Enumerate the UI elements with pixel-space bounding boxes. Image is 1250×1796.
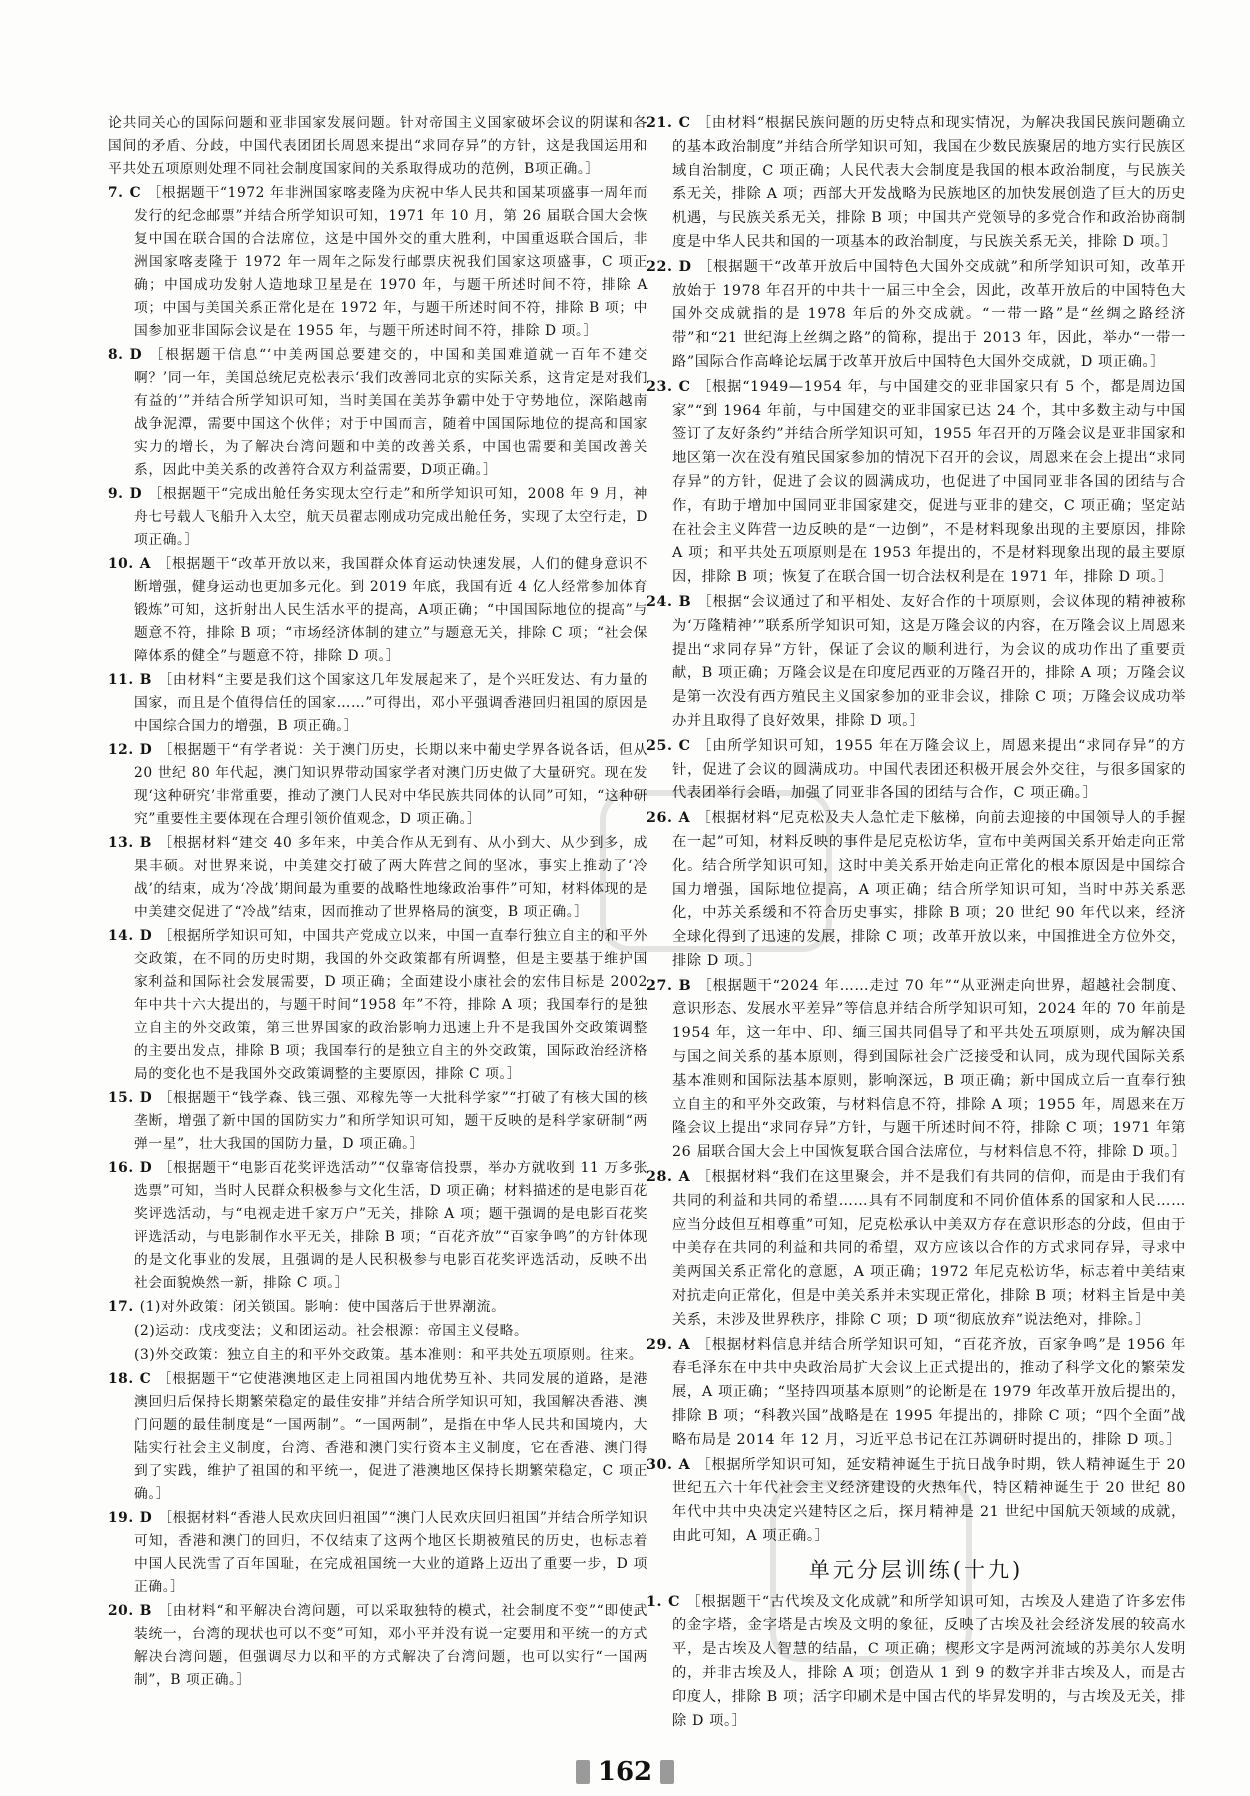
answer-letter: A — [678, 1336, 691, 1353]
answer-item — [646, 1454, 1186, 1549]
explanation-text: ［根据题干“1972 年非洲国家喀麦隆为庆祝中华人民共和国某项盛事一周年而发行的纪念邮票”并结合所学知识可知，1971 年 10 月，第 26 届联合国大会恢复中国在联合国的合法席位，这是中国外交的重大胜利，中国重返联合国后，非洲国家喀麦隆于 1972 年一周年之际发行邮票庆祝我们国家这项盛事，C 项正确；中国成功发射人造地球卫星是在 1970 年，与题干所述时间不符，排除 A 项；中国与美国关系正常化是在 1972 年，与题干所述时间不符，排除 B 项；中国参加亚非国际会议是在 1955 年，与题干所述时间不符，排除 D 项。］ — [134, 185, 648, 339]
right-bar-ornament — [660, 1760, 674, 1784]
explanation-text: ［根据题干“古代埃及文化成就”和所学知识可知，古埃及人建造了许多宏伟的金字塔，金字塔是古埃及文明的象征，反映了古埃及社会经济发展的较高水平，是古埃及人智慧的结晶，C 项正确；楔形文字是两河流域的苏美尔人发明的，并非古埃及人，排除 A 项；创造从 1 到 9 的数字并非古埃及人，而是古印度人，排除 B 项；活字印刷术是中国古代的毕昇发明的，与古埃及无关，排除 D 项。］ — [672, 1593, 1186, 1729]
question-number: 1. — [646, 1593, 663, 1610]
explanation-text: ［根据材料“我们在这里聚会，并不是我们有共同的信仰，而是由于我们有共同的利益和共同的希望……具有不同制度和不同价值体系的国家和人民……应当分歧但互相尊重”可知，尼克松承认中美双方存在意识形态的分歧，但由于中美存在共同的利益和共同的希望，双方应该以合作的方式求同存异，寻求中美两国关系正常化的意愿，A 项正确；1972 年尼克松访华，标志着中美结束对抗走向正常化，但是中美关系并未实现正常化，排除 B 项；材料主旨是中美关系，未涉及世界秩序，排除 C 项；D 项“彻底放弃”说法绝对，排除。］ — [672, 1169, 1186, 1328]
question-number: 29. — [646, 1336, 673, 1353]
explanation-text: ［根据题干“电影百花奖评选活动”“仅靠寄信投票，举办方就收到 11 万多张选票”可知，当时人民群众积极参与文化生活，D 项正确；材料描述的是电影百花奖评选活动，与“电视走进千家万户”无关，排除 A 项；题干强调的是电影百花奖评选活动，与电影制作水平无关，排除 B 项；“百花齐放”“百家争鸣”的方针体现的是文化事业的发展，且强调的是人民积极参与电影百花奖评选活动，反映不出社会面貌焕然一新，排除 C 项。］ — [134, 1160, 648, 1291]
answer-item — [108, 344, 648, 482]
answer-item — [108, 483, 648, 552]
question-number: 28. — [646, 1169, 673, 1186]
answer-item — [108, 1087, 648, 1156]
left-column — [108, 112, 648, 1693]
answer-subitem — [108, 1320, 648, 1343]
explanation-text: ［根据“会议通过了和平相处、友好合作的十项原则，会议体现的精神被称为‘万隆精神’”联系所学知识可知，这是万隆会议的内容，在万隆会议上周恩来提出“求同存异”方针，保证了会议的顺利进行，为会议的成功作出了重要贡献，B 项正确；万隆会议是在印度尼西亚的万隆召开的，排除 A 项；万隆会议是第一次没有西方殖民主义国家参加的亚非会议，排除 C 项；万隆会议成功举办并且取得了良好效果，排除 D 项。］ — [672, 593, 1186, 729]
question-number: 7. — [108, 185, 124, 201]
answer-letter: A — [139, 556, 152, 572]
answer-item — [108, 832, 648, 924]
question-number: 10. — [108, 556, 134, 572]
explanation-text: (1)对外政策：闭关锁国。影响：使中国落后于世界潮流。 — [139, 1299, 506, 1315]
answer-letter: B — [139, 835, 152, 851]
answer-item — [646, 1591, 1186, 1734]
answer-item — [108, 1368, 648, 1506]
page-footer — [550, 1756, 700, 1788]
explanation-text: ［由材料“和平解决台湾问题，可以采取独特的模式，社会制度不变”“即使武装统一，台湾的现状也可以不变”可知，邓小平并没有说一定要用和平统一的方式解决台湾问题，但强调尽力以和平的方式解决了台湾问题，也可以实行“一国两制”，B 项正确。］ — [134, 1603, 648, 1688]
explanation-text: ［根据题干“有学者说：关于澳门历史，长期以来中葡史学界各说各话，但从 20 世纪 80 年代起，澳门知识界带动国家学者对澳门历史做了大量研究。现在发现‘这种研究’非常重要，推动了澳门人民对中华民族共同体的认同”可知，“这种研究”重要性主要体现在合理引领价值观念，D 项正确。］ — [134, 742, 648, 827]
explanation-text: (2)运动：戊戌变法；义和团运动。社会根源：帝国主义侵略。 — [134, 1323, 529, 1339]
answer-letter: B — [139, 1603, 152, 1619]
left-bar-ornament — [576, 1760, 590, 1784]
question-number: 21. — [646, 115, 673, 131]
answer-letter: C — [668, 1593, 681, 1610]
question-number: 16. — [108, 1160, 134, 1176]
question-number: 15. — [108, 1090, 134, 1106]
page-number: 162 — [597, 1757, 653, 1787]
answer-item — [108, 669, 648, 738]
explanation-text: ［根据所学知识可知，延安精神诞生于抗日战争时期，铁人精神诞生于 20 世纪五六十年代社会主义经济建设的火热年代，特区精神诞生于 20 世纪 80 年代中共中央决定兴建特区之后，探月精神是 21 世纪中国航天领域的成就，由此可知，A 项正确。］ — [672, 1456, 1186, 1545]
question-number: 23. — [646, 378, 673, 395]
explanation-text: ［根据“1949—1954 年，与中国建交的亚非国家只有 5 个，都是周边国家”“到 1964 年前，与中国建交的亚非国家已达 24 个，其中多数主动与中国签订了友好条约”并结合所学知识可知，1955 年召开的万隆会议是亚非国家和地区第一次在没有殖民国家参加的情况下召开的会议，周恩来在会上提出“求同存异”的方针，促进了会议的圆满成功，也促进了中国同亚非各国的团结与合作，有助于增加中国同亚非国家建交，促进与亚非的建交，C 项正确；坚定站在社会主义阵营一边反映的是“一边倒”，不是材料现象出现的主要原因，排除 A 项；和平共处五项原则是在 1953 年提出的，不是材料现象出现的最主要原因，排除 B 项；恢复了在联合国一切合法权利是在 1971 年，排除 D 项。］ — [672, 378, 1186, 586]
answer-letter: D — [139, 1160, 153, 1176]
explanation-text: 论共同关心的国际问题和亚非国家发展问题。针对帝国主义国家破坏会议的阴谋和各国间的矛盾、分歧，中国代表团团长周恩来提出“求同存异”的方针，这是我国运用和平共处五项原则处理不同社会制度国家间的关系取得成功的范例，B项正确。］ — [108, 115, 648, 177]
answer-letter: A — [678, 810, 691, 827]
question-number: 22. — [646, 258, 673, 275]
answer-item — [108, 1600, 648, 1692]
question-number: 26. — [646, 810, 673, 827]
answer-item — [646, 376, 1186, 590]
answer-letter: A — [678, 1456, 691, 1473]
question-number: 20. — [108, 1603, 134, 1619]
answer-item — [646, 735, 1186, 806]
answer-letter: D — [139, 742, 153, 758]
answer-item — [108, 182, 648, 343]
answer-item — [646, 1166, 1186, 1333]
answer-item — [108, 1507, 648, 1599]
question-number: 18. — [108, 1371, 134, 1387]
answer-letter: D — [678, 258, 692, 275]
section-title: 单元分层训练(十九) — [808, 1557, 1024, 1582]
explanation-text: ［根据题干“钱学森、钱三强、邓稼先等一大批科学家”“打破了有核大国的核垄断，增强了新中国的国防实力”和所学知识可知，题干反映的是科学家研制“两弹一星”，壮大我国的国防力量，D 项正确。］ — [134, 1090, 648, 1152]
answer-item — [646, 591, 1186, 734]
explanation-text: ［根据题干“它使港澳地区走上同祖国内地优势互补、共同发展的道路，是港澳回归后保持长期繁荣稳定的最佳安排”并结合所学知识可知，我国解决香港、澳门问题的最佳制度是“一国两制”。“一国两制”，是指在中华人民共和国境内，大陆实行社会主义制度，台湾、香港和澳门实行资本主义制度，它在香港、澳门得到了实践，维护了祖国的和平统一，促进了港澳地区保持长期繁荣稳定，C 项正确。］ — [134, 1371, 648, 1502]
answer-letter: D — [139, 1090, 153, 1106]
answer-letter: D — [139, 1510, 153, 1526]
question-number: 19. — [108, 1510, 134, 1526]
answer-letter: B — [139, 672, 152, 688]
answer-letter: A — [678, 1169, 691, 1186]
explanation-text: ［根据题干信息“‘中美两国总要建交的，中国和美国难道就一百年不建交啊？’同一年，美国总统尼克松表示‘我们改善同北京的实际关系，这肯定是对我们有益的’”并结合所学知识可知，当时美国在美苏争霸中处于守势地位，深陷越南战争泥潭，需要中国这个伙伴；对于中国而言，随着中国国际地位的提高和国家实力的增长，为了解决台湾问题和中美的改善关系，中国也需要和美国改善关系，因此中美关系的改善符合双方利益需要，D项正确。］ — [134, 347, 648, 478]
answer-letter: C — [129, 185, 142, 201]
answer-item — [646, 1334, 1186, 1453]
answer-letter: B — [678, 977, 692, 994]
question-number: 8. — [108, 347, 124, 363]
question-number: 24. — [646, 593, 673, 610]
explanation-text: ［根据材料信息并结合所学知识可知，“百花齐放，百家争鸣”是 1956 年春毛泽东在中共中央政治局扩大会议上正式提出的，推动了科学文化的繁荣发展，A 项正确；“坚持四项基本原则”的论断是在 1979 年改革开放后提出的，排除 B 项；“科教兴国”战略是在 1995 年提出的，排除 C 项；“四个全面”战略布局是 2014 年 12 月，习近平总书记在江苏调研时提出的，排除 D 项。］ — [672, 1336, 1186, 1448]
answer-item — [108, 553, 648, 668]
explanation-text: ［根据材料“建交 40 多年来，中美合作从无到有、从小到大、从少到多，成果丰硕。对世界来说，中美建交打破了两大阵营之间的坚冰，事实上推动了‘冷战’的结束，成为‘冷战’期间最为重要的战略性地缘政治事件”可知，材料体现的是中美建交促进了“冷战”结束，因而推动了世界格局的演变，B 项正确。］ — [134, 835, 648, 920]
explanation-text: ［由材料“主要是我们这个国家这几年发展起来了，是个兴旺发达、有力量的国家，而且是个值得信任的国家……”可得出，邓小平强调香港回归祖国的原因是中国综合国力的增强，B 项正确。］ — [134, 672, 648, 734]
answer-item — [646, 112, 1186, 255]
explanation-text: ［根据材料“尼克松及夫人急忙走下舷梯，向前去迎接的中国领导人的手握在一起”可知，材料反映的事件是尼克松访华，宣布中美两国关系开始走向正常化。结合所学知识可知，这时中美关系开始走向正常化的根本原因是中国综合国力增强，国际地位提高，A 项正确；结合所学知识可知，当时中苏关系恶化，中苏关系缓和不符合历史事实，排除 B 项；20 世纪 90 年代以来，经济全球化得到了迅速的发展，排除 C 项；改革开放以来，中国推进全方位外交，排除 D 项。］ — [672, 810, 1186, 969]
question-number: 17. — [108, 1299, 134, 1315]
explanation-text: ［根据所学知识可知，中国共产党成立以来，中国一直奉行独立自主的和平外交政策，在不同的历史时期，我国的外交政策都有所调整，但是主要基于维护国家利益和国际社会发展需要，D 项正确；全面建设小康社会的宏伟目标是 2002 年中共十六大提出的，与题干时间“1958 年”不符，排除 A 项；我国奉行的是独立自主的外交政策，第三世界国家的政治影响力迅速上升不是我国外交政策调整的主要出发点，排除 B 项；我国奉行的是独立自主的外交政策，国际政治经济格局的变化也不是我国外交政策调整的主要原因，排除 C 项。］ — [134, 928, 648, 1082]
answer-letter: B — [678, 593, 692, 610]
explanation-text: ［由所学知识可知，1955 年在万隆会议上，周恩来提出“求同存异”的方针，促进了会议的圆满成功。中国代表团还积极开展会外交往，与很多国家的代表团举行会晤，加强了同亚非各国的团结与合作，C 项正确。］ — [672, 737, 1186, 802]
explanation-text: ［根据题干“完成出舱任务实现太空行走”和所学知识可知，2008 年 9 月，神舟七号载人飞船升入太空，航天员翟志刚成功完成出舱任务，实现了太空行走，D项正确。］ — [134, 486, 648, 548]
explanation-text: ［由材料“根据民族问题的历史特点和现实情况，为解决我国民族问题确立的基本政治制度”并结合所学知识可知，我国在少数民族聚居的地方实行民族区域自治制度，C 项正确；人民代表大会制度是我国的根本政治制度，与民族关系无关，排除 A 项；西部大开发战略为民族地区的加快发展创造了巨大的历史机遇，与民族关系无关，排除 B 项；中国共产党领导的多党合作和政治协商制度是中华人民共和国的一项基本的政治制度，与民族关系无关，排除 D 项。］ — [672, 115, 1186, 250]
answer-item — [646, 975, 1186, 1165]
explanation-text: ［根据题干“改革开放以来，我国群众体育运动快速发展，人们的健身意识不断增强，健身运动也更加多元化。到 2019 年底，我国有近 4 亿人经常参加体育锻炼”可知，这折射出人民生活水平的提高，A项正确；“中国国际地位的提高”与题意不符，排除 B 项；“市场经济体制的建立”与题意无关，排除 C 项；“社会保障体系的健全”与题意不符，排除 D 项。］ — [134, 556, 648, 664]
question-number: 27. — [646, 977, 673, 994]
explanation-text: ［根据材料“香港人民欢庆回归祖国”“澳门人民欢庆回归祖国”并结合所学知识可知，香港和澳门的回归，不仅结束了这两个地区长期被殖民的历史，也标志着中国人民洗雪了百年国耻，在完成祖国统一大业的道路上迈出了重要一步，D 项正确。］ — [134, 1510, 648, 1595]
answer-item — [646, 256, 1186, 375]
answer-letter: C — [139, 1371, 152, 1387]
answer-letter: C — [678, 737, 691, 754]
answer-subitem — [108, 1344, 648, 1367]
answer-letter: C — [678, 115, 691, 131]
question-number: 12. — [108, 742, 134, 758]
answer-item — [108, 1157, 648, 1295]
right-column — [646, 112, 1186, 1734]
answer-continuation — [108, 112, 648, 181]
question-number: 25. — [646, 737, 673, 754]
answer-item — [108, 925, 648, 1086]
answer-item — [646, 807, 1186, 974]
explanation-text: (3)外交政策：独立自主的和平外交政策。基本准则：和平共处五项原则。往来。 — [134, 1347, 644, 1363]
question-number: 11. — [108, 672, 134, 688]
explanation-text: ［根据题干“2024 年……走过 70 年”“从亚洲走向世界，超越社会制度、意识形态、发展水平差异”等信息并结合所学知识可知，2024 年的 70 年前是 1954 年，这一年中、印、缅三国共同倡导了和平共处五项原则，成为解决国与国之间关系的基本原则，得到国际社会广泛接受和认同，成为现代国际关系基本准则和国际法基本原则，影响深远，B 项正确；新中国成立后一直奉行独立自主的和平外交政策，与材料信息不符，排除 A 项；1955 年，周恩来在万隆会议上提出“求同存异”方针，与题干所述时间不符，排除 C 项；1971 年第 26 届联合国大会上中国恢复联合国合法席位，与材料信息不符，排除 D 项。］ — [672, 977, 1187, 1161]
answer-letter: D — [129, 486, 143, 502]
question-number: 13. — [108, 835, 134, 851]
question-number: 30. — [646, 1456, 673, 1473]
answer-item — [108, 739, 648, 831]
explanation-text: ［根据题干“改革开放后中国特色大国外交成就”和所学知识可知，改革开放始于 1978 年召开的中共十一届三中全会，因此，改革开放后的中国特色大国外交成就指的是 1978 年后的外交成就。“一带一路”是“丝绸之路经济带”和“21 世纪海上丝绸之路”的简称，提出于 2013 年，因此，举办“一带一路”国际合作高峰论坛属于改革开放后中国特色大国外交成就，D 项正确。］ — [672, 258, 1186, 370]
answer-item — [108, 1296, 648, 1319]
question-number: 9. — [108, 486, 124, 502]
answer-letter: C — [678, 378, 691, 395]
question-number: 14. — [108, 928, 134, 944]
answer-letter: D — [139, 928, 153, 944]
answer-letter: D — [129, 347, 143, 363]
